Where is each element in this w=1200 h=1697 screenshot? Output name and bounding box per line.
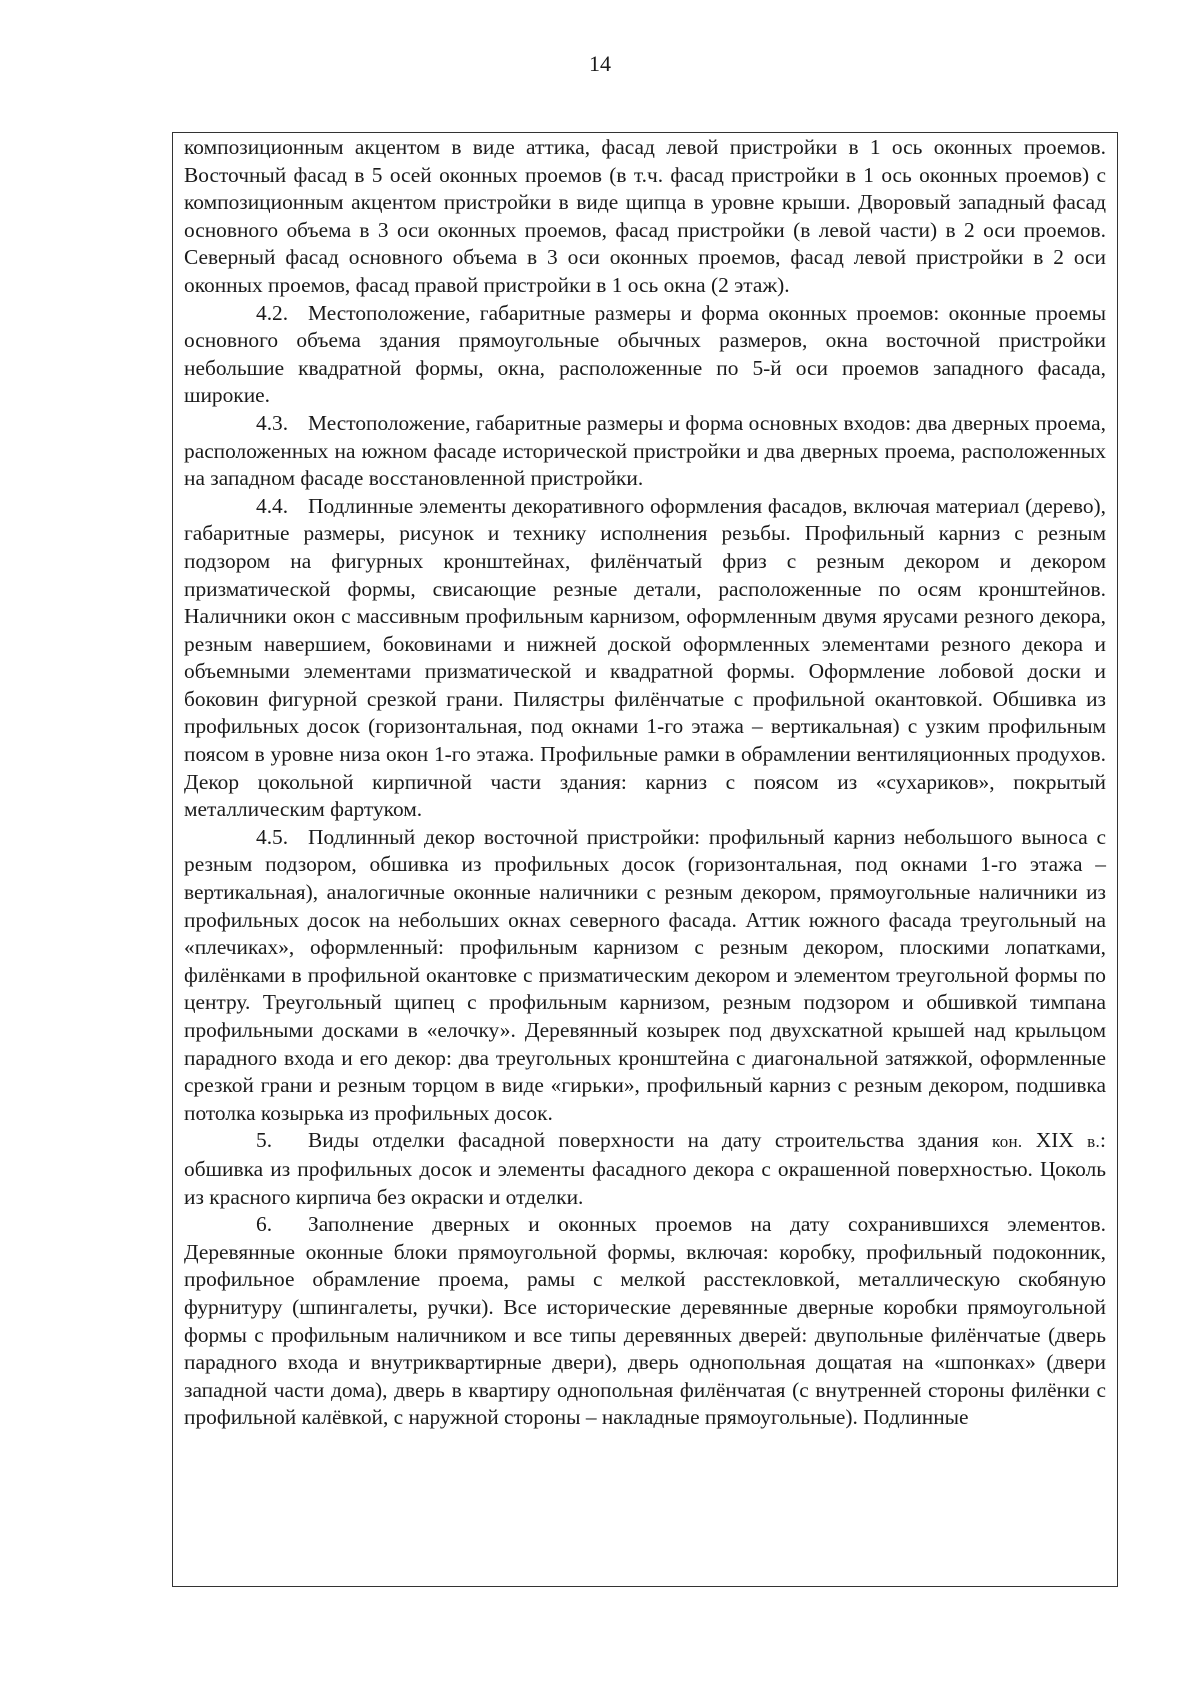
section-number: 4.2. bbox=[256, 300, 289, 325]
paragraph-4-4 bbox=[184, 493, 1106, 824]
small-caps-text: кон. bbox=[992, 1132, 1023, 1152]
intro-paragraph: композиционным акцентом в виде аттика, фасад левой пристройки в 1 ось оконных проемов. Восточный фасад в 5 осей оконных проемов (в т.ч. фасад пристройки в 1 ось оконных проемов) с композиционным акцентом пристройки в виде щипца в уровне крыши. Дворовый западный фасад основного объема в 3 оси оконных проемов, фасад пристройки (в левой части) в 2 оси проемов. Северный фасад основного объема в 3 оси оконных проемов, фасад левой пристройки в 2 оси оконных проемов, фасад правой пристройки в 1 ось окна (2 этаж). bbox=[184, 135, 1106, 297]
section-number: 4.3. bbox=[256, 410, 289, 435]
paragraph-4-3 bbox=[184, 410, 1106, 493]
century-text: XIX bbox=[1035, 1128, 1074, 1153]
page-number: 14 bbox=[589, 51, 611, 76]
section-text: Виды отделки фасадной поверхности на дату строительства здания bbox=[308, 1128, 979, 1153]
small-caps-text: в. bbox=[1087, 1132, 1101, 1152]
section-text: : обшивка из профильных досок и элементы фасадного декора с окрашенной поверхностью. Цоколь из красного кирпича без окраски и отделки. bbox=[184, 1128, 1106, 1209]
section-text: Подлинные элементы декоративного оформления фасадов, включая материал (дерево), габаритные размеры, рисунок и технику исполнения резьбы. Профильный карниз с резным подзором на фигурных кронштейнах, филёнчатый фриз с резным декором и декором призматической формы, свисающие резные детали, расположенные по осям кронштейнов. Наличники окон с массивным профильным карнизом, оформленным двумя ярусами резного декора, резным навершием, боковинами и нижней доской оформленных элементами резного декора и объемными элементами призматической и квадратной формы. Оформление лобовой доски и боковин фигурной срезкой грани. Пилястры филёнчатые с профильной окантовкой. Обшивка из профильных досок (горизонтальная, под окнами 1-го этажа – вертикальная) с узким профильным поясом в уровне низа окон 1-го этажа. Профильные рамки в обрамлении вентиляционных продухов. Декор цокольной кирпичной части здания: карниз с поясом из «сухариков», покрытый металлическим фартуком. bbox=[184, 493, 1106, 822]
section-number: 4.5. bbox=[256, 824, 289, 849]
section-number: 5. bbox=[256, 1128, 273, 1153]
section-text: Местоположение, габаритные размеры и форма оконных проемов: оконные проемы основного объема здания прямоугольные обычных размеров, окна восточной пристройки небольшие квадратной формы, окна, расположенные по 5-й оси проемов западного фасада, широкие. bbox=[184, 300, 1106, 408]
section-text: Подлинный декор восточной пристройки: профильный карниз небольшого выноса с резным подзором, обшивка из профильных досок (горизонтальная, под окнами 1-го этажа – вертикальная), аналогичные оконные наличники с резным декором, прямоугольные наличники из профильных досок на небольших окнах северного фасада. Аттик южного фасада треугольный на «плечиках», оформленный: профильным карнизом с резным декором, плоскими лопатками, филёнками в профильной окантовке с призматическим декором и элементом треугольной формы по центру. Треугольный щипец с профильным карнизом, резным подзором и обшивкой тимпана профильными досками в «елочку». Деревянный козырек под двухскатной крышей над крыльцом парадного входа и его декор: два треугольных кронштейна с диагональной затяжкой, оформленные срезкой грани и резным торцом в виде «гирьки», профильный карниз с резным декором, подшивка потолка козырька из профильных досок. bbox=[184, 824, 1106, 1125]
section-number: 6. bbox=[256, 1212, 273, 1237]
section-number: 4.4. bbox=[256, 493, 289, 518]
paragraph-5 bbox=[184, 1127, 1106, 1211]
section-text: Заполнение дверных и оконных проемов на дату сохранившихся элементов. Деревянные оконные блоки прямоугольной формы, включая: коробку, профильный подоконник, профильное обрамление проема, рамы с мелкой расстекловкой, металлическую скобяную фурнитуру (шпингалеты, ручки). Все исторические деревянные дверные коробки прямоугольной формы с профильным наличником и все типы деревянных дверей: двупольные филёнчатые (дверь парадного входа и внутриквартирные двери), дверь однопольная дощатая на «шпонках» (двери западной части дома), дверь в квартиру однопольная филёнчатая (с внутренней стороны филёнки с профильной калёвкой, с наружной стороны – накладные прямоугольные). Подлинные bbox=[184, 1212, 1106, 1430]
document-body bbox=[184, 134, 1106, 1432]
paragraph-4-5 bbox=[184, 824, 1106, 1128]
section-text: Местоположение, габаритные размеры и форма основных входов: два дверных проема, расположенных на южном фасаде исторической пристройки и два дверных проема, расположенных на западном фасаде восстановленной пристройки. bbox=[184, 410, 1106, 491]
paragraph-4-2 bbox=[184, 300, 1106, 410]
paragraph-6 bbox=[184, 1211, 1106, 1432]
